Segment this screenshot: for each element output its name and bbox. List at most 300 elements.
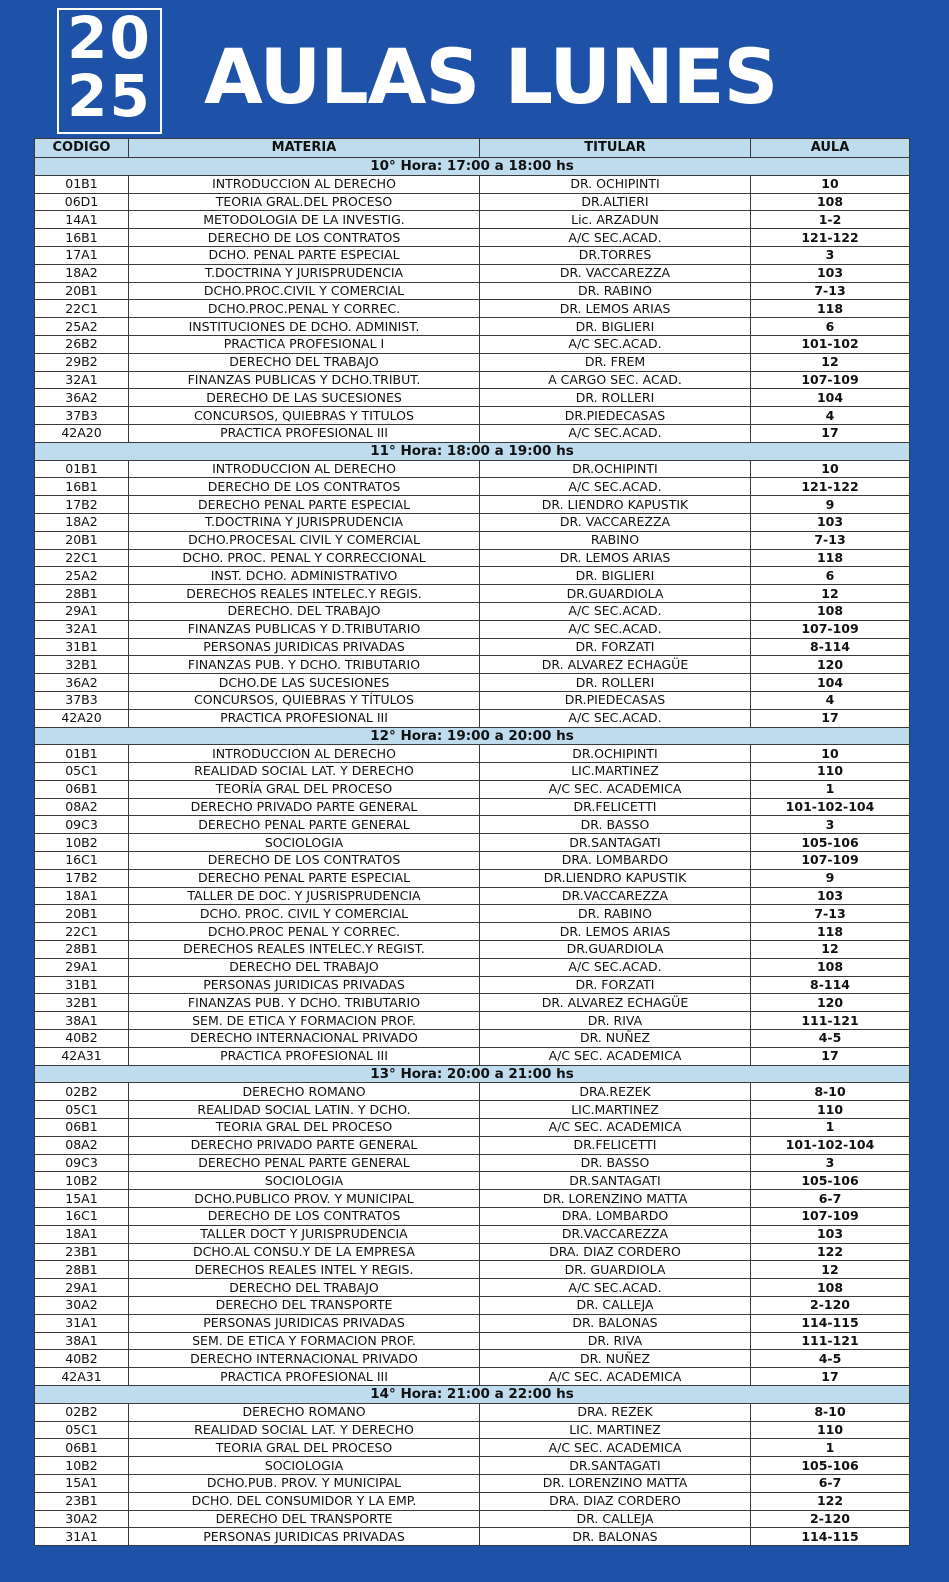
cell-titular: DR. BALONAS xyxy=(480,1314,751,1332)
cell-materia: DERECHO DEL TRANSPORTE xyxy=(129,1510,480,1528)
cell-aula: 111-121 xyxy=(751,1332,910,1350)
table-row xyxy=(35,958,910,976)
cell-materia: PERSONAS JURIDICAS PRIVADAS xyxy=(129,976,480,994)
cell-aula: 105-106 xyxy=(751,834,910,852)
cell-titular: DRA.REZEK xyxy=(480,1083,751,1101)
cell-titular: DR. NUÑEZ xyxy=(480,1350,751,1368)
cell-codigo: 31A1 xyxy=(35,1314,129,1332)
cell-materia: DERECHO DEL TRABAJO xyxy=(129,353,480,371)
table-header-row xyxy=(35,139,910,158)
cell-codigo: 15A1 xyxy=(35,1474,129,1492)
cell-materia: FINANZAS PUBLICAS Y D.TRIBUTARIO xyxy=(129,620,480,638)
cell-codigo: 37B3 xyxy=(35,407,129,425)
cell-titular: DR. ROLLERI xyxy=(480,389,751,407)
table-row xyxy=(35,585,910,603)
cell-codigo: 32B1 xyxy=(35,994,129,1012)
table-row xyxy=(35,923,910,941)
cell-codigo: 31B1 xyxy=(35,638,129,656)
cell-materia: INTRODUCCION AL DERECHO xyxy=(129,175,480,193)
cell-titular: DR. BIGLIERI xyxy=(480,318,751,336)
cell-materia: DERECHO DE LOS CONTRATOS xyxy=(129,852,480,870)
cell-codigo: 38A1 xyxy=(35,1012,129,1030)
cell-codigo: 29A1 xyxy=(35,958,129,976)
cell-materia: SOCIOLOGIA xyxy=(129,1457,480,1475)
cell-titular: A/C SEC. ACADEMICA xyxy=(480,1439,751,1457)
table-row xyxy=(35,941,910,959)
cell-titular: DR.GUARDIOLA xyxy=(480,585,751,603)
cell-aula: 6 xyxy=(751,567,910,585)
table-row xyxy=(35,264,910,282)
table-row xyxy=(35,602,910,620)
cell-materia: TEORIA GRAL DEL PROCESO xyxy=(129,1119,480,1137)
cell-aula: 105-106 xyxy=(751,1172,910,1190)
cell-codigo: 22C1 xyxy=(35,300,129,318)
cell-aula: 8-10 xyxy=(751,1083,910,1101)
cell-titular: DR.SANTAGATI xyxy=(480,834,751,852)
cell-codigo: 23B1 xyxy=(35,1243,129,1261)
cell-titular: DRA. LOMBARDO xyxy=(480,852,751,870)
cell-codigo: 42A20 xyxy=(35,424,129,442)
cell-materia: INTRODUCCION AL DERECHO xyxy=(129,745,480,763)
cell-titular: A/C SEC.ACAD. xyxy=(480,229,751,247)
cell-codigo: 01B1 xyxy=(35,460,129,478)
cell-codigo: 16C1 xyxy=(35,852,129,870)
cell-materia: FINANZAS PUB. Y DCHO. TRIBUTARIO xyxy=(129,994,480,1012)
table-row xyxy=(35,1297,910,1315)
cell-materia: DERECHOS REALES INTELEC.Y REGIS. xyxy=(129,585,480,603)
cell-codigo: 02B2 xyxy=(35,1403,129,1421)
cell-aula: 17 xyxy=(751,424,910,442)
cell-codigo: 06B1 xyxy=(35,1119,129,1137)
table-row xyxy=(35,531,910,549)
cell-aula: 121-122 xyxy=(751,478,910,496)
table-row xyxy=(35,549,910,567)
cell-titular: DR.OCHIPINTI xyxy=(480,745,751,763)
cell-titular: A/C SEC.ACAD. xyxy=(480,602,751,620)
table-row xyxy=(35,1439,910,1457)
section-header-row xyxy=(35,1385,910,1403)
cell-aula: 1-2 xyxy=(751,211,910,229)
cell-codigo: 28B1 xyxy=(35,1261,129,1279)
cell-codigo: 36A2 xyxy=(35,389,129,407)
cell-aula: 1 xyxy=(751,1119,910,1137)
cell-titular: A/C SEC.ACAD. xyxy=(480,424,751,442)
cell-materia: REALIDAD SOCIAL LATIN. Y DCHO. xyxy=(129,1101,480,1119)
cell-codigo: 26B2 xyxy=(35,335,129,353)
cell-materia: T.DOCTRINA Y JURISPRUDENCIA xyxy=(129,264,480,282)
cell-aula: 1 xyxy=(751,780,910,798)
cell-aula: 6-7 xyxy=(751,1474,910,1492)
cell-aula: 103 xyxy=(751,887,910,905)
cell-codigo: 32A1 xyxy=(35,371,129,389)
cell-codigo: 06B1 xyxy=(35,780,129,798)
cell-materia: PERSONAS JURIDICAS PRIVADAS xyxy=(129,1528,480,1546)
table-row xyxy=(35,246,910,264)
cell-codigo: 30A2 xyxy=(35,1297,129,1315)
cell-aula: 107-109 xyxy=(751,371,910,389)
cell-titular: DR.LIENDRO KAPUSTIK xyxy=(480,869,751,887)
cell-materia: DERECHO DE LOS CONTRATOS xyxy=(129,1208,480,1226)
cell-titular: DR.SANTAGATI xyxy=(480,1172,751,1190)
cell-codigo: 01B1 xyxy=(35,745,129,763)
cell-materia: DERECHO ROMANO xyxy=(129,1403,480,1421)
table-row xyxy=(35,318,910,336)
table-row xyxy=(35,424,910,442)
table-row xyxy=(35,691,910,709)
cell-titular: DR. ROLLERI xyxy=(480,674,751,692)
cell-codigo: 32A1 xyxy=(35,620,129,638)
cell-titular: DR. RIVA xyxy=(480,1332,751,1350)
cell-titular: DR. BIGLIERI xyxy=(480,567,751,585)
cell-codigo: 15A1 xyxy=(35,1190,129,1208)
cell-titular: A/C SEC. ACADEMICA xyxy=(480,1119,751,1137)
cell-aula: 9 xyxy=(751,496,910,514)
cell-codigo: 10B2 xyxy=(35,834,129,852)
cell-titular: DRA. REZEK xyxy=(480,1403,751,1421)
cell-aula: 1 xyxy=(751,1439,910,1457)
cell-materia: DERECHO DE LAS SUCESIONES xyxy=(129,389,480,407)
cell-titular: DR.FELICETTI xyxy=(480,1136,751,1154)
table-row xyxy=(35,1101,910,1119)
cell-aula: 122 xyxy=(751,1492,910,1510)
cell-codigo: 22C1 xyxy=(35,549,129,567)
cell-aula: 12 xyxy=(751,1261,910,1279)
cell-materia: TEORIA GRAL.DEL PROCESO xyxy=(129,193,480,211)
table-row xyxy=(35,1332,910,1350)
cell-aula: 101-102-104 xyxy=(751,1136,910,1154)
schedule-body xyxy=(35,158,910,1546)
cell-materia: SEM. DE ETICA Y FORMACION PROF. xyxy=(129,1012,480,1030)
cell-codigo: 28B1 xyxy=(35,585,129,603)
table-row xyxy=(35,229,910,247)
cell-materia: DERECHOS REALES INTELEC.Y REGIST. xyxy=(129,941,480,959)
cell-aula: 17 xyxy=(751,1368,910,1386)
cell-titular: DR.FELICETTI xyxy=(480,798,751,816)
cell-aula: 118 xyxy=(751,549,910,567)
cell-materia: DERECHO. DEL TRABAJO xyxy=(129,602,480,620)
cell-aula: 8-114 xyxy=(751,976,910,994)
year-top: 20 xyxy=(67,4,152,72)
column-header-codigo: CODIGO xyxy=(35,139,129,158)
table-row xyxy=(35,1208,910,1226)
cell-titular: DR. OCHIPINTI xyxy=(480,175,751,193)
table-row xyxy=(35,407,910,425)
cell-materia: DERECHO INTERNACIONAL PRIVADO xyxy=(129,1030,480,1048)
cell-codigo: 37B3 xyxy=(35,691,129,709)
cell-materia: PERSONAS JURIDICAS PRIVADAS xyxy=(129,1314,480,1332)
year-badge xyxy=(57,4,162,134)
cell-codigo: 06D1 xyxy=(35,193,129,211)
cell-materia: DERECHO DE LOS CONTRATOS xyxy=(129,478,480,496)
table-row xyxy=(35,869,910,887)
cell-titular: A/C SEC. ACADEMICA xyxy=(480,1368,751,1386)
cell-materia: DERECHOS REALES INTEL Y REGIS. xyxy=(129,1261,480,1279)
cell-codigo: 29A1 xyxy=(35,1279,129,1297)
cell-aula: 107-109 xyxy=(751,620,910,638)
table-row xyxy=(35,1047,910,1065)
cell-titular: DR. LORENZINO MATTA xyxy=(480,1190,751,1208)
cell-titular: DR. LIENDRO KAPUSTIK xyxy=(480,496,751,514)
table-row xyxy=(35,460,910,478)
table-row xyxy=(35,1492,910,1510)
cell-materia: SEM. DE ETICA Y FORMACION PROF. xyxy=(129,1332,480,1350)
table-row xyxy=(35,1474,910,1492)
table-row xyxy=(35,193,910,211)
cell-aula: 108 xyxy=(751,1279,910,1297)
cell-materia: DERECHO PRIVADO PARTE GENERAL xyxy=(129,1136,480,1154)
cell-aula: 7-13 xyxy=(751,282,910,300)
cell-materia: REALIDAD SOCIAL LAT. Y DERECHO xyxy=(129,763,480,781)
schedule-table xyxy=(34,138,910,1546)
section-title: 11° Hora: 18:00 a 19:00 hs xyxy=(35,442,910,460)
cell-materia: PRACTICA PROFESIONAL III xyxy=(129,1047,480,1065)
cell-materia: CONCURSOS, QUIEBRAS Y TITULOS xyxy=(129,407,480,425)
cell-aula: 8-114 xyxy=(751,638,910,656)
cell-aula: 118 xyxy=(751,300,910,318)
cell-aula: 17 xyxy=(751,1047,910,1065)
cell-titular: A/C SEC. ACADEMICA xyxy=(480,1047,751,1065)
cell-codigo: 01B1 xyxy=(35,175,129,193)
section-title: 14° Hora: 21:00 a 22:00 hs xyxy=(35,1385,910,1403)
cell-titular: DR.PIEDECASAS xyxy=(480,691,751,709)
cell-codigo: 18A1 xyxy=(35,1225,129,1243)
table-row xyxy=(35,1314,910,1332)
cell-materia: DERECHO PRIVADO PARTE GENERAL xyxy=(129,798,480,816)
cell-codigo: 08A2 xyxy=(35,798,129,816)
cell-materia: TEORÍA GRAL DEL PROCESO xyxy=(129,780,480,798)
cell-codigo: 32B1 xyxy=(35,656,129,674)
cell-titular: LIC. MARTINEZ xyxy=(480,1421,751,1439)
table-row xyxy=(35,816,910,834)
section-header-row xyxy=(35,158,910,176)
cell-titular: DR. BASSO xyxy=(480,816,751,834)
cell-aula: 103 xyxy=(751,513,910,531)
cell-materia: PRACTICA PROFESIONAL III xyxy=(129,1368,480,1386)
cell-aula: 10 xyxy=(751,745,910,763)
cell-titular: DRA. LOMBARDO xyxy=(480,1208,751,1226)
cell-aula: 114-115 xyxy=(751,1528,910,1546)
cell-materia: DCHO.AL CONSU.Y DE LA EMPRESA xyxy=(129,1243,480,1261)
cell-titular: DR. VACCAREZZA xyxy=(480,513,751,531)
cell-codigo: 05C1 xyxy=(35,1421,129,1439)
table-row xyxy=(35,211,910,229)
table-row xyxy=(35,282,910,300)
cell-materia: SOCIOLOGIA xyxy=(129,834,480,852)
cell-materia: DERECHO ROMANO xyxy=(129,1083,480,1101)
cell-materia: DCHO.PUBLICO PROV. Y MUNICIPAL xyxy=(129,1190,480,1208)
table-row xyxy=(35,567,910,585)
cell-titular: DR. RIVA xyxy=(480,1012,751,1030)
cell-codigo: 30A2 xyxy=(35,1510,129,1528)
cell-codigo: 25A2 xyxy=(35,318,129,336)
table-row xyxy=(35,709,910,727)
cell-titular: DR. LEMOS ARIAS xyxy=(480,300,751,318)
cell-materia: DCHO.PUB. PROV. Y MUNICIPAL xyxy=(129,1474,480,1492)
cell-aula: 104 xyxy=(751,389,910,407)
cell-codigo: 18A2 xyxy=(35,264,129,282)
cell-titular: DR.ALTIERI xyxy=(480,193,751,211)
cell-codigo: 18A2 xyxy=(35,513,129,531)
table-row xyxy=(35,1119,910,1137)
cell-titular: A/C SEC. ACADEMICA xyxy=(480,780,751,798)
table-row xyxy=(35,763,910,781)
cell-codigo: 06B1 xyxy=(35,1439,129,1457)
cell-codigo: 14A1 xyxy=(35,211,129,229)
table-row xyxy=(35,1243,910,1261)
cell-aula: 10 xyxy=(751,460,910,478)
cell-titular: A/C SEC.ACAD. xyxy=(480,709,751,727)
cell-materia: DCHO. PROC. CIVIL Y COMERCIAL xyxy=(129,905,480,923)
cell-titular: DR. FORZATI xyxy=(480,976,751,994)
cell-codigo: 28B1 xyxy=(35,941,129,959)
page-header xyxy=(0,0,949,138)
section-header-row xyxy=(35,727,910,745)
cell-aula: 108 xyxy=(751,193,910,211)
cell-aula: 12 xyxy=(751,585,910,603)
cell-codigo: 31A1 xyxy=(35,1528,129,1546)
cell-titular: DR. VACCAREZZA xyxy=(480,264,751,282)
table-row xyxy=(35,389,910,407)
cell-materia: REALIDAD SOCIAL LAT. Y DERECHO xyxy=(129,1421,480,1439)
cell-aula: 3 xyxy=(751,246,910,264)
cell-titular: DR. RABINO xyxy=(480,905,751,923)
page-title: AULAS LUNES xyxy=(204,32,778,121)
cell-titular: DR. LORENZINO MATTA xyxy=(480,1474,751,1492)
table-row xyxy=(35,905,910,923)
cell-aula: 4 xyxy=(751,691,910,709)
cell-aula: 110 xyxy=(751,763,910,781)
cell-materia: DCHO.PROCESAL CIVIL Y COMERCIAL xyxy=(129,531,480,549)
table-row xyxy=(35,513,910,531)
year-bottom: 25 xyxy=(67,62,152,130)
table-row xyxy=(35,300,910,318)
cell-titular: LIC.MARTINEZ xyxy=(480,763,751,781)
cell-aula: 101-102-104 xyxy=(751,798,910,816)
table-row xyxy=(35,1510,910,1528)
cell-codigo: 20B1 xyxy=(35,531,129,549)
cell-titular: DR. FORZATI xyxy=(480,638,751,656)
table-row xyxy=(35,371,910,389)
cell-codigo: 16B1 xyxy=(35,478,129,496)
cell-codigo: 16B1 xyxy=(35,229,129,247)
cell-materia: DCHO. PROC. PENAL Y CORRECCIONAL xyxy=(129,549,480,567)
cell-aula: 4-5 xyxy=(751,1350,910,1368)
cell-aula: 120 xyxy=(751,994,910,1012)
cell-codigo: 05C1 xyxy=(35,763,129,781)
cell-titular: DR. LEMOS ARIAS xyxy=(480,549,751,567)
cell-codigo: 17B2 xyxy=(35,869,129,887)
cell-codigo: 25A2 xyxy=(35,567,129,585)
cell-aula: 107-109 xyxy=(751,852,910,870)
cell-titular: A CARGO SEC. ACAD. xyxy=(480,371,751,389)
cell-materia: DCHO.PROC.CIVIL Y COMERCIAL xyxy=(129,282,480,300)
cell-materia: PRACTICA PROFESIONAL III xyxy=(129,424,480,442)
table-row xyxy=(35,1403,910,1421)
cell-titular: DRA. DIAZ CORDERO xyxy=(480,1243,751,1261)
cell-materia: PRACTICA PROFESIONAL III xyxy=(129,709,480,727)
table-row xyxy=(35,976,910,994)
cell-aula: 12 xyxy=(751,353,910,371)
table-row xyxy=(35,1279,910,1297)
cell-aula: 110 xyxy=(751,1421,910,1439)
cell-aula: 104 xyxy=(751,674,910,692)
cell-titular: DR. NUÑEZ xyxy=(480,1030,751,1048)
cell-aula: 9 xyxy=(751,869,910,887)
cell-aula: 2-120 xyxy=(751,1297,910,1315)
cell-materia: INTRODUCCION AL DERECHO xyxy=(129,460,480,478)
cell-aula: 111-121 xyxy=(751,1012,910,1030)
cell-materia: PRACTICA PROFESIONAL I xyxy=(129,335,480,353)
table-row xyxy=(35,780,910,798)
cell-materia: TALLER DOCT Y JURISPRUDENCIA xyxy=(129,1225,480,1243)
cell-aula: 101-102 xyxy=(751,335,910,353)
table-row xyxy=(35,353,910,371)
cell-materia: DERECHO DEL TRABAJO xyxy=(129,1279,480,1297)
cell-codigo: 16C1 xyxy=(35,1208,129,1226)
table-row xyxy=(35,1528,910,1546)
section-header-row xyxy=(35,1065,910,1083)
cell-codigo: 42A20 xyxy=(35,709,129,727)
table-row xyxy=(35,1368,910,1386)
cell-materia: DERECHO PENAL PARTE GENERAL xyxy=(129,1154,480,1172)
cell-materia: CONCURSOS, QUIEBRAS Y TÍTULOS xyxy=(129,691,480,709)
cell-materia: INST. DCHO. ADMINISTRATIVO xyxy=(129,567,480,585)
cell-materia: DERECHO DE LOS CONTRATOS xyxy=(129,229,480,247)
cell-titular: DR. CALLEJA xyxy=(480,1297,751,1315)
cell-aula: 3 xyxy=(751,1154,910,1172)
cell-titular: DR.TORRES xyxy=(480,246,751,264)
table-row xyxy=(35,335,910,353)
cell-titular: A/C SEC.ACAD. xyxy=(480,335,751,353)
cell-codigo: 09C3 xyxy=(35,1154,129,1172)
cell-aula: 12 xyxy=(751,941,910,959)
cell-titular: DR.OCHIPINTI xyxy=(480,460,751,478)
table-row xyxy=(35,1030,910,1048)
cell-aula: 3 xyxy=(751,816,910,834)
cell-materia: DERECHO PENAL PARTE GENERAL xyxy=(129,816,480,834)
table-row xyxy=(35,1190,910,1208)
section-title: 12° Hora: 19:00 a 20:00 hs xyxy=(35,727,910,745)
cell-materia: INSTITUCIONES DE DCHO. ADMINIST. xyxy=(129,318,480,336)
cell-materia: DERECHO DEL TRABAJO xyxy=(129,958,480,976)
cell-titular: DR.VACCAREZZA xyxy=(480,887,751,905)
cell-titular: DR. CALLEJA xyxy=(480,1510,751,1528)
cell-titular: DRA. DIAZ CORDERO xyxy=(480,1492,751,1510)
cell-titular: DR.GUARDIOLA xyxy=(480,941,751,959)
table-row xyxy=(35,798,910,816)
table-row xyxy=(35,478,910,496)
cell-aula: 4 xyxy=(751,407,910,425)
cell-codigo: 17A1 xyxy=(35,246,129,264)
table-row xyxy=(35,620,910,638)
table-row xyxy=(35,1261,910,1279)
table-row xyxy=(35,1457,910,1475)
cell-titular: A/C SEC.ACAD. xyxy=(480,958,751,976)
cell-aula: 4-5 xyxy=(751,1030,910,1048)
cell-aula: 17 xyxy=(751,709,910,727)
table-row xyxy=(35,1154,910,1172)
cell-materia: TALLER DE DOC. Y JUSRISPRUDENCIA xyxy=(129,887,480,905)
cell-codigo: 29B2 xyxy=(35,353,129,371)
cell-titular: A/C SEC.ACAD. xyxy=(480,1279,751,1297)
cell-codigo: 36A2 xyxy=(35,674,129,692)
cell-codigo: 10B2 xyxy=(35,1457,129,1475)
cell-codigo: 20B1 xyxy=(35,905,129,923)
cell-materia: TEORIA GRAL DEL PROCESO xyxy=(129,1439,480,1457)
cell-aula: 110 xyxy=(751,1101,910,1119)
cell-codigo: 40B2 xyxy=(35,1030,129,1048)
table-row xyxy=(35,674,910,692)
